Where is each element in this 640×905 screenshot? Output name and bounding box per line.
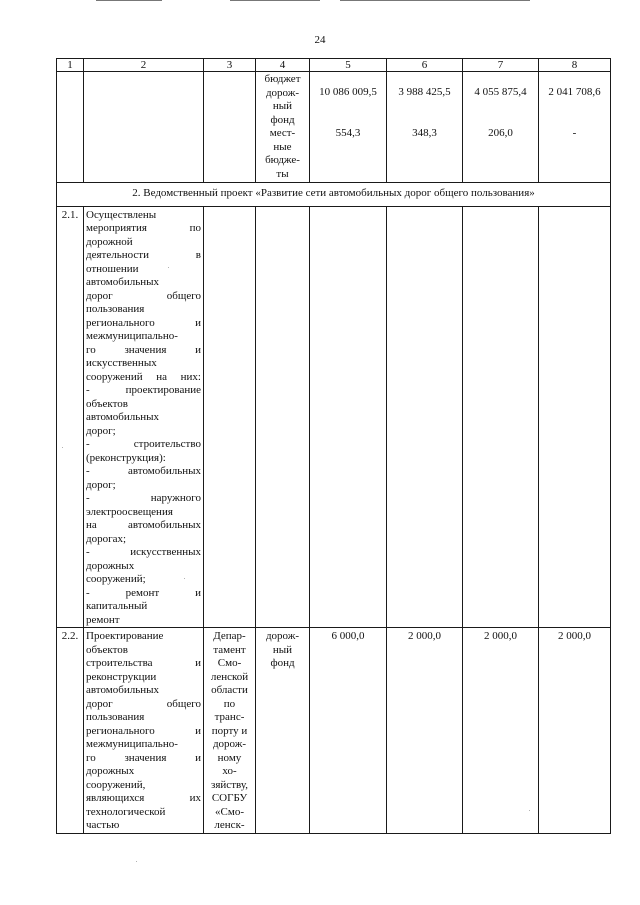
- text-line: Депар-: [213, 630, 246, 642]
- amount-cell: 2 000,0: [387, 628, 463, 834]
- row-number: 2.2.: [57, 628, 84, 834]
- source-line: фонд: [270, 113, 295, 126]
- description-cell: [84, 206, 204, 628]
- amount-value: 554,3: [335, 126, 361, 139]
- description-text: [86, 209, 201, 628]
- amount-cell: [387, 206, 463, 628]
- amount-cell: [387, 72, 463, 183]
- amount-cell: [310, 206, 387, 628]
- text-line: сооружений на них:: [86, 370, 201, 383]
- header-cell: 2: [84, 59, 204, 72]
- text-line: частью: [86, 819, 120, 831]
- section-row: [57, 183, 611, 207]
- continuation-row: [57, 72, 611, 183]
- text-line: дорож-: [265, 630, 300, 642]
- amount-value: 348,3: [412, 126, 437, 139]
- table-row: [57, 206, 611, 628]
- amount-value: 2 041 708,6: [548, 86, 601, 98]
- amount-value: -: [572, 126, 577, 139]
- text-line: - наружного: [86, 492, 201, 504]
- source-line: бюдже-: [265, 154, 300, 166]
- text-line: автомобильных: [86, 411, 159, 423]
- text-line: дорог общего: [86, 697, 201, 710]
- scan-speck: [168, 267, 169, 268]
- scan-top-edge: [340, 0, 530, 1]
- amount-cell: [463, 206, 539, 628]
- executor-cell: [204, 628, 256, 834]
- amount-value: 4 055 875,4: [474, 86, 527, 98]
- text-line: дорог;: [86, 478, 116, 491]
- source-text: [258, 630, 307, 671]
- text-line: капитальный: [86, 600, 148, 612]
- text-line: дорож-: [212, 738, 247, 750]
- source-line: ты: [276, 167, 289, 180]
- table-header-row: [57, 59, 611, 72]
- text-line: по: [223, 697, 236, 710]
- text-line: ленск-: [214, 819, 245, 831]
- text-line: ленской: [210, 670, 249, 683]
- text-line: хо-: [222, 765, 237, 777]
- text-line: сооружений,: [86, 778, 146, 791]
- text-line: технологической: [86, 805, 166, 818]
- text-line: транс-: [214, 711, 245, 723]
- source-line: ный: [272, 100, 293, 112]
- executor-cell: [204, 72, 256, 183]
- text-line: регионального и: [86, 724, 201, 737]
- text-line: межмуниципально-: [86, 738, 178, 750]
- text-line: - проектирование: [86, 384, 201, 396]
- funding-source-cell: [256, 628, 310, 834]
- amount-cell: 2 000,0: [463, 628, 539, 834]
- text-line: регионального и: [86, 316, 201, 329]
- text-line: электроосвещения: [86, 505, 173, 518]
- table-row: [57, 628, 611, 834]
- scan-top-edge: [230, 0, 320, 1]
- text-line: объектов: [86, 643, 128, 656]
- text-line: искусственных: [86, 357, 157, 369]
- text-line: го значения и: [86, 751, 201, 764]
- text-line: пользования: [86, 711, 145, 723]
- text-line: - ремонт и: [86, 586, 201, 599]
- text-line: зяйству,: [211, 778, 248, 791]
- scan-top-edge: [96, 0, 162, 1]
- text-line: реконструкции: [86, 670, 157, 683]
- amount-cell: [310, 72, 387, 183]
- text-line: мероприятия по: [86, 222, 201, 234]
- text-line: дорожной: [86, 235, 133, 248]
- description-cell: [84, 628, 204, 834]
- amount-cell: 6 000,0: [310, 628, 387, 834]
- header-cell: 3: [204, 59, 256, 72]
- text-line: - строительство: [86, 438, 201, 450]
- text-line: области: [211, 684, 248, 696]
- text-line: тамент: [213, 643, 246, 656]
- text-line: порту и: [211, 724, 248, 737]
- section-title: 2. Ведомственный проект «Развитие сети автомобильных дорог общего пользования»: [57, 183, 611, 207]
- text-line: на автомобильных: [86, 519, 201, 531]
- amount-value: 10 086 009,5: [319, 86, 377, 98]
- text-line: межмуниципально-: [86, 330, 178, 342]
- text-line: - искусственных: [86, 546, 201, 558]
- text-line: автомобильных: [86, 276, 159, 288]
- scan-speck: [184, 578, 185, 579]
- header-cell: 1: [57, 59, 84, 72]
- header-cell: 8: [539, 59, 611, 72]
- funding-source-cell: [256, 206, 310, 628]
- text-line: ному: [217, 751, 242, 764]
- text-line: фонд: [270, 657, 295, 669]
- source-line: бюджет: [264, 73, 301, 85]
- text-line: дорог;: [86, 424, 116, 437]
- budget-table: [56, 58, 611, 834]
- text-line: (реконструкция):: [86, 451, 166, 464]
- text-line: СОГБУ: [211, 792, 248, 804]
- header-cell: 4: [256, 59, 310, 72]
- text-line: пользования: [86, 303, 145, 315]
- row-number: 2.1.: [57, 206, 84, 628]
- text-line: ремонт: [86, 613, 120, 626]
- number-cell: [57, 72, 84, 183]
- text-line: дорог общего: [86, 289, 201, 302]
- text-line: дорожных: [86, 765, 135, 777]
- amount-cell: [539, 72, 611, 183]
- scan-speck: [136, 861, 137, 862]
- text-line: - автомобильных: [86, 465, 201, 477]
- source-line: дорож-: [265, 86, 300, 99]
- description-text: [86, 630, 201, 833]
- text-line: строительства и: [86, 657, 201, 669]
- scan-speck: [62, 447, 63, 448]
- funding-source-cell: [256, 72, 310, 183]
- amount-value: 3 988 425,5: [398, 86, 451, 98]
- text-line: являющихся их: [86, 792, 201, 804]
- amount-cell: 2 000,0: [539, 628, 611, 834]
- text-line: сооружений;: [86, 573, 146, 585]
- amount-cell: [463, 72, 539, 183]
- executor-cell: [204, 206, 256, 628]
- text-line: го значения и: [86, 343, 201, 356]
- source-line: мест-: [269, 127, 296, 139]
- text-line: дорогах;: [86, 532, 127, 545]
- text-line: дорожных: [86, 559, 135, 572]
- text-line: объектов: [86, 397, 128, 410]
- header-cell: 6: [387, 59, 463, 72]
- header-cell: 5: [310, 59, 387, 72]
- amount-cell: [539, 206, 611, 628]
- text-line: «Смо-: [215, 805, 244, 818]
- text-line: автомобильных: [86, 684, 159, 696]
- page-number: 24: [314, 34, 326, 46]
- source-line: ные: [273, 140, 292, 153]
- amount-value: 206,0: [488, 126, 513, 139]
- text-line: Проектирование: [86, 630, 164, 642]
- text-line: отношении: [86, 262, 139, 275]
- text-line: ный: [272, 643, 293, 656]
- text-line: Осуществлены: [86, 208, 157, 221]
- scan-speck: [529, 810, 530, 811]
- header-cell: 7: [463, 59, 539, 72]
- executor-text: [206, 630, 253, 833]
- text-line: Смо-: [217, 657, 242, 669]
- description-cell: [84, 72, 204, 183]
- text-line: деятельности в: [86, 249, 201, 261]
